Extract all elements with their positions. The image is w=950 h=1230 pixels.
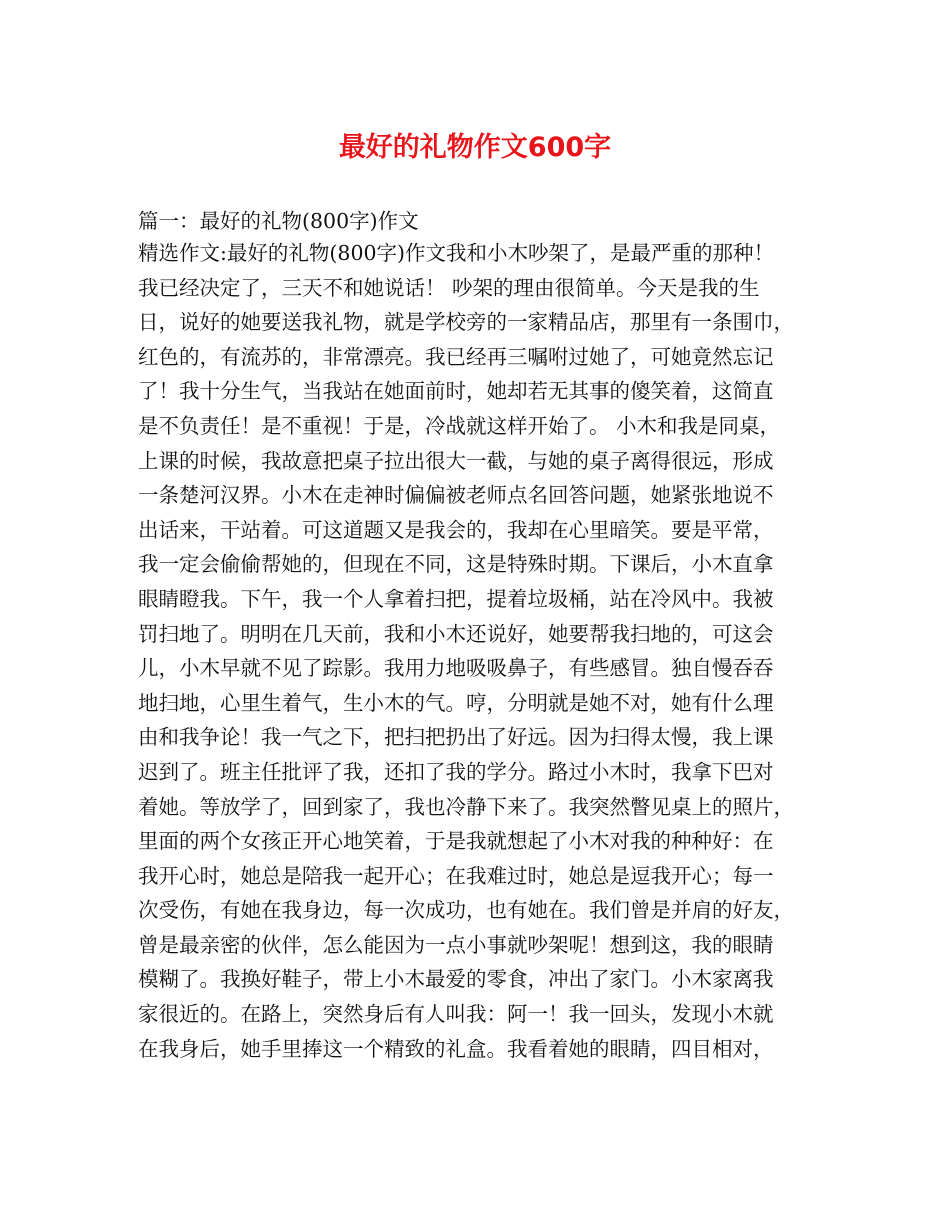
text-line: 一条楚河汉界。小木在走神时偏偏被老师点名回答问题，她紧张地说不 <box>138 483 774 508</box>
text-line: 了！我十分生气，当我站在她面前时，她却若无其事的傻笑着，这简直 <box>138 379 774 404</box>
document-body <box>138 206 828 1066</box>
document-title: 最好的礼物作文600字 <box>338 132 612 163</box>
text-line: 里面的两个女孩正开心地笑着，于是我就想起了小木对我的种种好：在 <box>138 829 774 854</box>
text-line: 儿，小木早就不见了踪影。我用力地吸吸鼻子，有些感冒。独自慢吞吞 <box>138 656 774 681</box>
text-line: 迟到了。班主任批评了我，还扣了我的学分。路过小木时，我拿下巴对 <box>138 759 774 784</box>
text-line: 日，说好的她要送我礼物，就是学校旁的一家精品店，那里有一条围巾， <box>138 310 794 335</box>
text-line: 是不负责任！是不重视！于是，冷战就这样开始了。 小木和我是同桌， <box>138 413 781 438</box>
text-line: 眼睛瞪我。下午，我一个人拿着扫把，提着垃圾桶，站在冷风中。我被 <box>138 586 774 611</box>
text-line: 罚扫地了。明明在几天前，我和小木还说好，她要帮我扫地的，可这会 <box>138 621 774 646</box>
text-line: 精选作文:最好的礼物(800字)作文我和小木吵架了，是最严重的那种！ <box>138 241 775 265</box>
text-line: 我开心时，她总是陪我一起开心；在我难过时，她总是逗我开心；每一 <box>138 863 774 888</box>
text-line: 由和我争论！我一气之下，把扫把扔出了好远。因为扫得太慢，我上课 <box>138 725 774 750</box>
section-heading: 篇一：最好的礼物(800字)作文 <box>138 209 419 233</box>
text-line: 我一定会偷偷帮她的，但现在不同，这是特殊时期。下课后，小木直拿 <box>138 552 774 577</box>
text-line: 我已经决定了，三天不和她说话！ 吵架的理由很简单。今天是我的生 <box>138 275 760 300</box>
text-line: 家很近的。在路上，突然身后有人叫我：阿一！我一回头，发现小木就 <box>138 1002 774 1027</box>
text-line: 在我身后，她手里捧这一个精致的礼盒。我看着她的眼睛，四目相对， <box>138 1036 774 1061</box>
text-line: 出话来，干站着。可这道题又是我会的，我却在心里暗笑。要是平常， <box>138 517 774 542</box>
text-line: 模糊了。我换好鞋子，带上小木最爱的零食，冲出了家门。小木家离我 <box>138 967 774 992</box>
text-line: 上课的时候，我故意把桌子拉出很大一截，与她的桌子离得很远，形成 <box>138 448 774 473</box>
text-line: 地扫地，心里生着气，生小木的气。哼，分明就是她不对，她有什么理 <box>138 690 774 715</box>
text-line: 红色的，有流苏的，非常漂亮。我已经再三嘱咐过她了，可她竟然忘记 <box>138 344 774 369</box>
text-line: 曾是最亲密的伙伴，怎么能因为一点小事就吵架呢！想到这，我的眼睛 <box>138 932 774 957</box>
text-line: 着她。等放学了，回到家了，我也冷静下来了。我突然瞥见桌上的照片， <box>138 794 794 819</box>
text-line: 次受伤，有她在我身边，每一次成功，也有她在。我们曾是并肩的好友， <box>138 898 794 923</box>
